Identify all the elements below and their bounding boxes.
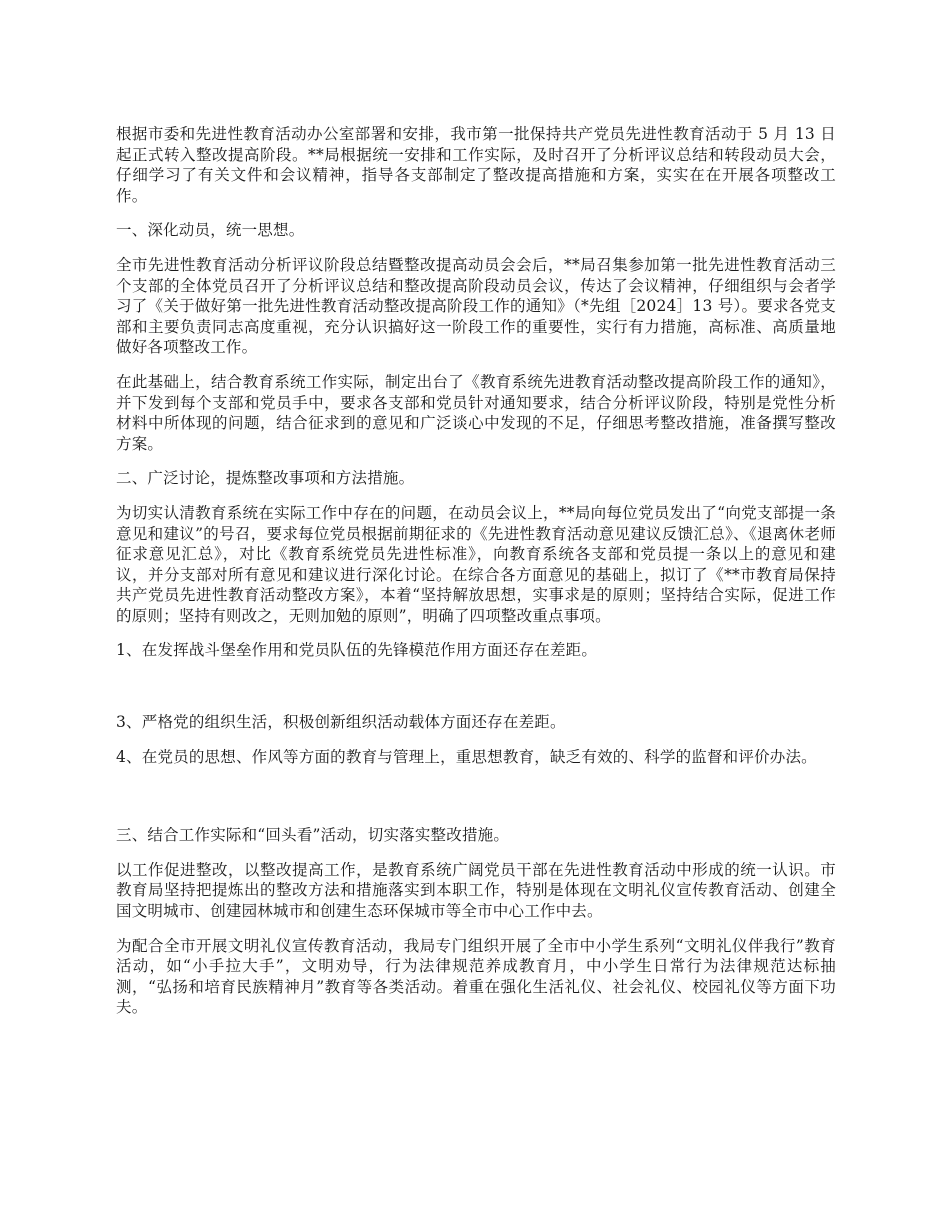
paragraph-mobilization: 全市先进性教育活动分析评议阶段总结暨整改提高动员会会后，**局召集参加第一批先进性教育活动三个支部的全体党员召开了分析评议总结和整改提高阶段动员会议，传达了会议精神，仔细组织与会者学习了《关于做好第一批先进性教育活动整改提高阶段工作的通知》（*先组［2024］13 号）。要求各党支部和主要负责同志高度重视，充分认识搞好这一阶段工作的重要性，实行有力措施，高标准、高质量地做好各项整改工作。 [116,255,836,357]
section-heading-2: 二、广泛讨论，提炼整改事项和方法措施。 [116,469,415,488]
blank-space [116,675,836,712]
paragraph-etiquette: 为配合全市开展文明礼仪宣传教育活动，我局专门组织开展了全市中小学生系列“文明礼仪伴我行”教育活动，如“小手拉大手”，文明劝导，行为法律规范养成教育月，中小学生日常行为法律规范达标抽测，“弘扬和培育民族精神月”教育等各类活动。着重在强化生活礼仪、社会礼仪、校园礼仪等方面下功夫。 [116,936,836,1017]
paragraph-notice: 在此基础上，结合教育系统工作实际，制定出台了《教育系统先进教育活动整改提高阶段工作的通知》，并下发到每个支部和党员手中，要求各支部和党员针对通知要求，结合分析评议阶段，特别是党性分析材料中所体现的问题，结合征求到的意见和广泛谈心中发现的不足，仔细思考整改措施，准备撰写整改方案。 [116,372,836,453]
paragraph-discussion: 为切实认清教育系统在实际工作中存在的问题，在动员会议上，**局向每位党员发出了“向党支部提一条意见和建议”的号召，要求每位党员根据前期征求的《先进性教育活动意见建议反馈汇总》、《退离休老师征求意见汇总》，对比《教育系统党员先进性标准》，向教育系统各支部和党员提一条以上的意见和建议，并分支部对所有意见和建议进行深化讨论。在综合各方面意见的基础上，拟订了《**市教育局保持共产党员先进性教育活动整改方案》，本着“坚持解放思想，实事求是的原则；坚持结合实际，促进工作的原则；坚持有则改之，无则加勉的原则”，明确了四项整改重点事项。 [116,503,836,625]
list-item-3: 3、严格党的组织生活，积极创新组织活动载体方面还存在差距。 [116,713,566,732]
section-heading-1: 一、深化动员，统一思想。 [116,221,305,240]
intro-paragraph: 根据市委和先进性教育活动办公室部署和安排，我市第一批保持共产党员先进性教育活动于 5 月 13 日起正式转入整改提高阶段。**局根据统一安排和工作实际，及时召开了分析评议总结和转段动员大会，仔细学习了有关文件和会议精神，指导各支部制定了整改提高措施和方案，实实在在开展各项整改工作。 [116,125,836,205]
list-item-1: 1、在发挥战斗堡垒作用和党员队伍的先锋模范作用方面还存在差距。 [116,641,598,660]
list-item-4: 4、在党员的思想、作风等方面的教育与管理上，重思想教育，缺乏有效的、科学的监督和评价办法。 [116,747,817,766]
document-body [116,124,836,1032]
section-heading-3: 三、结合工作实际和“回头看”活动，切实落实整改措施。 [116,826,510,845]
paragraph-implementation: 以工作促进整改，以整改提高工作，是教育系统广阔党员干部在先进性教育活动中形成的统一认识。市教育局坚持把提炼出的整改方法和措施落实到本职工作，特别是体现在文明礼仪宣传教育活动、创建全国文明城市、创建园林城市和创建生态环保城市等全市中心工作中去。 [116,860,836,921]
blank-space [116,781,836,825]
